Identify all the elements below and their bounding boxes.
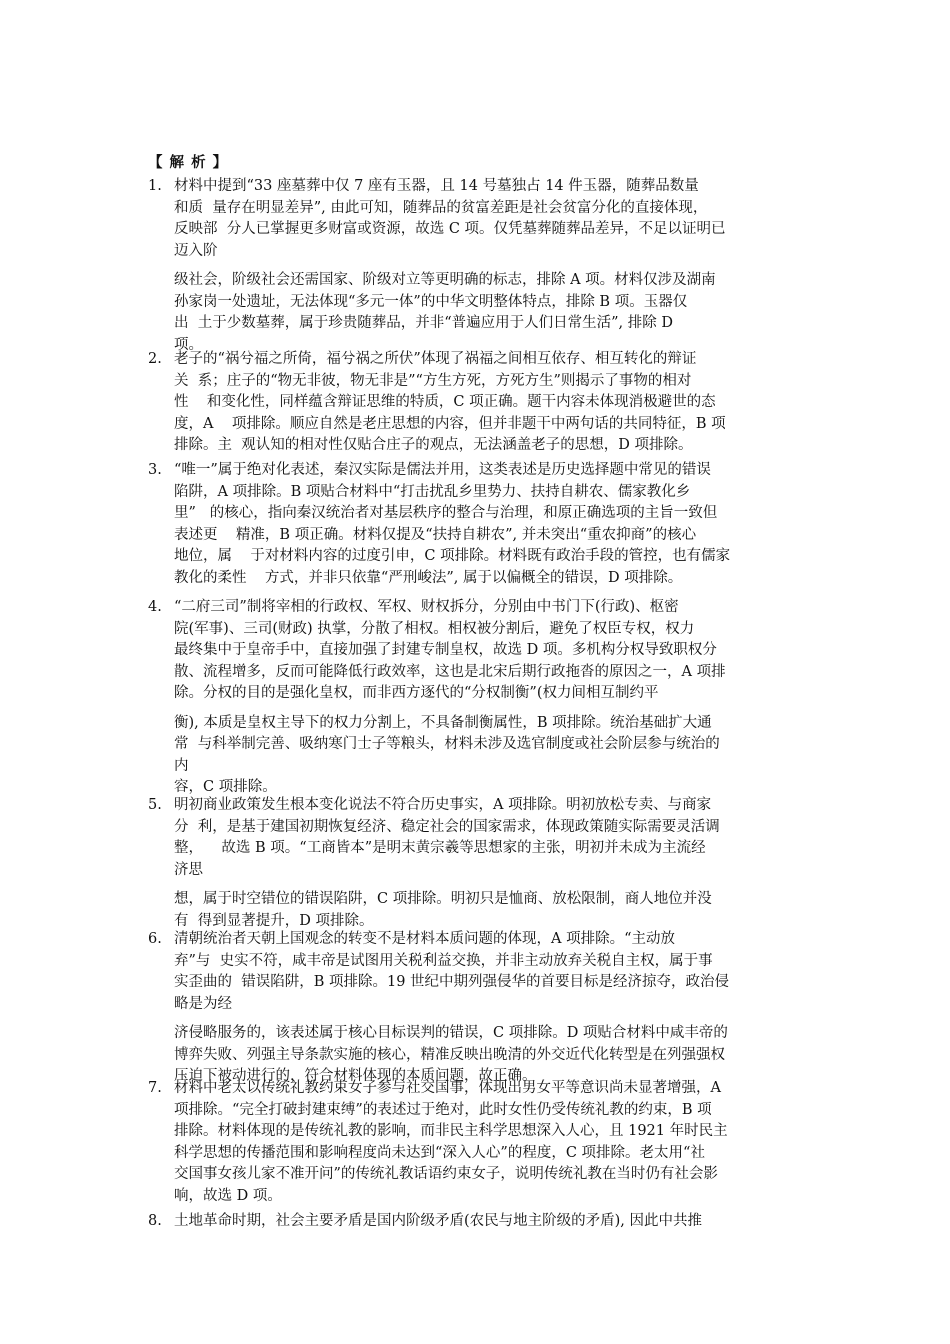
text-line: 院(军事)、三司(财政) 执掌，分散了相权。相权被分割后，避免了权臣专权，权力 [174, 620, 695, 637]
text-line: 响，故选 D 项。 [174, 1187, 282, 1204]
text-line: 土地革命时期，社会主要矛盾是国内阶级矛盾(农民与地主阶级的矛盾), 因此中共推 [174, 1213, 703, 1229]
item-paragraph [174, 1078, 800, 1207]
item-number: 7. [148, 1080, 162, 1096]
text-line: 和质 量存在明显差异”, 由此可知，随葬品的贫富差距是社会贫富分化的直接体现， [174, 199, 708, 216]
item-number: 4. [148, 599, 162, 615]
text-line: 科学思想的传播范围和影响程度尚未达到“深入人心”的程度，C 项排除。老太用“社 [174, 1144, 705, 1161]
text-line: 孙家岗一处遗址，无法体现“多元一体”的中华文明整体特点，排除 B 项。玉器仅 [174, 293, 688, 310]
text-line: 想，属于时空错位的错误陷阱，C 项排除。明初只是恤商、放松限制，商人地位并没 [174, 891, 712, 907]
analysis-item [148, 929, 800, 1088]
text-line: 容，C 项排除。 [174, 779, 277, 795]
text-line: 材料中老太以传统礼教约束女子参与社交国事，体现出男女平等意识尚未显著增强，A [174, 1080, 721, 1096]
text-line: 度，A 项排除。顺应自然是老庄思想的内容，但并非题干中两句话的共同特征，B 项 [174, 415, 726, 432]
item-number: 3. [148, 462, 162, 478]
analysis-item [148, 176, 800, 356]
text-line: 清朝统治者天朝上国观念的转变不是材料本质问题的体现，A 项排除。“主动放 [174, 931, 675, 947]
text-line: 材料中提到“33 座墓葬中仅 7 座有玉器，且 14 号墓独占 14 件玉器，随葬品数量 [174, 178, 699, 194]
text-line: 除。分权的目的是强化皇权，而非西方逐代的“分权制衡”(权力间相互制约平 [174, 685, 659, 701]
text-line: 交国事女孩儿家不准开问”的传统礼教话语约束女子，说明传统礼教在当时仍有社会影 [174, 1166, 718, 1182]
text-line: 实歪曲的 错误陷阱，B 项排除。19 世纪中期列强侵华的首要目标是经济掠夺，政治侵 [174, 974, 730, 990]
item-number: 2. [148, 351, 162, 367]
text-line: 陷阱，A 项排除。B 项贴合材料中“打击扰乱乡里势力、扶持自耕农、儒家教化乡 [174, 483, 691, 500]
analysis-item [148, 1078, 800, 1207]
text-line: 济侵略服务的，该表述属于核心目标误判的错误，C 项排除。D 项贴合材料中咸丰帝的 [174, 1025, 728, 1041]
item-number: 1. [148, 178, 162, 194]
text-line: 出 土于少数墓葬，属于珍贵随葬品，并非“普遍应用于人们日常生活”, 排除 D [174, 315, 673, 331]
text-line: 性 和变化性，同样蕴含辩证思维的特质，C 项正确。题干内容未体现消极避世的态 [174, 394, 716, 410]
text-line: 弃”与 史实不符，咸丰帝是试图用关税利益交换，并非主动放弃关税自主权，属于事 [174, 952, 713, 969]
text-line: 明初商业政策发生根本变化说法不符合历史事实，A 项排除。明初放松专卖、与商家 [174, 797, 712, 813]
analysis-item [148, 795, 800, 932]
text-line: 衡), 本质是皇权主导下的权力分割上，不具备制衡属性，B 项排除。统治基础扩大通 [174, 714, 712, 731]
text-line: “唯一”属于绝对化表述，秦汉实际是儒法并用，这类表述是历史选择题中常见的错误 [174, 462, 711, 478]
analysis-item [148, 597, 800, 799]
item-paragraph [174, 929, 800, 1015]
text-line: 博弈失败、列强主导条款实施的核心，精准反映出晚清的外交近代化转型是在列强强权 [174, 1046, 725, 1063]
analysis-item [148, 1211, 800, 1233]
text-line: “二府三司”制将宰相的行政权、军权、财权拆分，分别由中书门下(行政)、枢密 [174, 599, 679, 615]
text-line: 内 [174, 757, 189, 774]
item-paragraph [174, 795, 800, 881]
item-number: 5. [148, 797, 162, 813]
item-number: 6. [148, 931, 162, 947]
text-line: 迈入阶 [174, 242, 218, 259]
text-line: 项。 [174, 336, 203, 353]
item-paragraph [174, 889, 800, 932]
text-line: 地位，属 于对材料内容的过度引申，C 项排除。材料既有政治手段的管控，也有儒家 [174, 548, 731, 564]
text-line: 整， 故选 B 项。“工商皆本”是明末黄宗羲等思想家的主张，明初并未成为主流经 [174, 840, 706, 856]
item-paragraph [174, 1211, 800, 1233]
text-line: 排除。主 观认知的相对性仅贴合庄子的观点，无法涵盖老子的思想，D 项排除。 [174, 437, 693, 453]
text-line: 压迫下被动进行的，符合材料体现的本质问题，故正确。 [174, 1068, 537, 1084]
text-line: 老子的“祸兮福之所倚，福兮祸之所伏”体现了祸福之间相互依存、相互转化的辩证 [174, 351, 697, 367]
text-line: 济思 [174, 861, 203, 878]
text-line: 级社会，阶级社会还需国家、阶级对立等更明确的标志，排除 A 项。材料仅涉及湖南 [174, 272, 716, 288]
text-line: 有 得到显著提升，D 项排除。 [174, 912, 374, 929]
text-line: 教化的柔性 方式，并非只依靠“严刑峻法”, 属于以偏概全的错误，D 项排除。 [174, 569, 683, 586]
item-paragraph [174, 597, 800, 705]
text-line: 关 系；庄子的“物无非彼，物无非是”“方生方死，方死方生”则揭示了事物的相对 [174, 372, 692, 389]
text-line: 常 与科举制完善、吸纳寒门士子等粮头，材料未涉及选官制度或社会阶层参与统治的 [174, 736, 720, 752]
item-paragraph [174, 176, 800, 262]
analysis-item [148, 460, 800, 589]
analysis-item [148, 349, 800, 457]
text-line: 里” 的核心，指向秦汉统治者对基层秩序的整合与治理，和原正确选项的主旨一致但 [174, 505, 718, 521]
text-line: 表述更 精准，B 项正确。材料仅提及“扶持自耕农”, 并未突出“重农抑商”的核心 [174, 526, 697, 543]
text-line: 略是为经 [174, 995, 232, 1012]
item-number: 8. [148, 1213, 162, 1229]
text-line: 最终集中于皇帝手中，直接加强了封建专制皇权，故选 D 项。多机构分权导致职权分 [174, 642, 717, 658]
text-line: 反映部 分人已掌握更多财富或资源，故选 C 项。仅凭墓葬随葬品差异，不足以证明已 [174, 221, 726, 237]
text-line: 散、流程增多，反而可能降低行政效率，这也是北宋后期行政拖沓的原因之一，A 项排 [174, 663, 726, 680]
item-paragraph [174, 349, 800, 457]
text-line: 项排除。“完全打破封建束缚”的表述过于绝对，此时女性仍受传统礼教的约束，B 项 [174, 1101, 712, 1118]
text-line: 排除。材料体现的是传统礼教的影响，而非民主科学思想深入人心，且 1921 年时民主 [174, 1123, 728, 1139]
item-paragraph [174, 460, 800, 589]
item-paragraph [174, 713, 800, 799]
section-heading: 【 解 析 】 [148, 154, 229, 171]
item-paragraph [174, 270, 800, 356]
text-line: 分 利，是基于建国初期恢复经济、稳定社会的国家需求，体现政策随实际需要灵活调 [174, 818, 720, 835]
